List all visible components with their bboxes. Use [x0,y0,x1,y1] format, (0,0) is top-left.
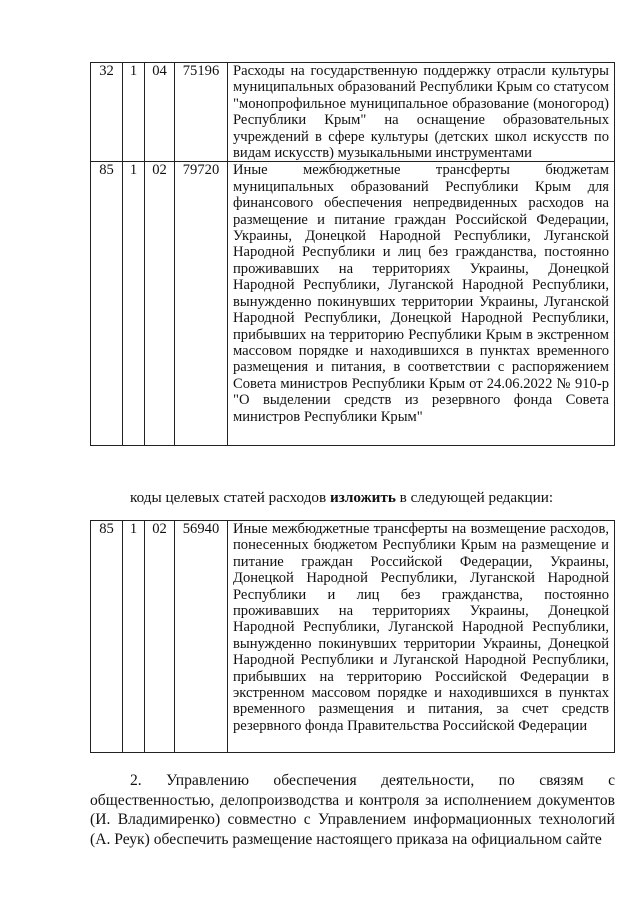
description-cell: Иные межбюджетные трансферты на возмещение расходов, понесенных бюджетом Республики Крым на размещение и питание граждан Российской Федерации, Украины, Донецкой Народной Республики, Луганской Народной Республики и лиц без гражданства, постоянно проживавших на территориях Украины, Донецкой Народной Республики, Луганской Народной Республики, вынужденно покинувших территории Украины, Донецкой Народной Республики и Луганской Народной Республики, прибывших на территорию Российской Федерации в экстренном массовом порядке и находившихся в пунктах временного размещения и питания, за счет средств резервного фонда Правительства Российской Федерации [228,521,615,753]
budget-codes-table-new [90,520,615,753]
code-cell: 02 [145,521,175,753]
table-row [91,63,615,162]
code-cell: 56940 [175,521,228,753]
code-cell: 1 [123,162,145,446]
code-cell: 75196 [175,63,228,162]
code-cell: 32 [91,63,123,162]
code-cell: 85 [91,521,123,753]
code-cell: 85 [91,162,123,446]
code-cell: 04 [145,63,175,162]
code-cell: 1 [123,63,145,162]
code-cell: 1 [123,521,145,753]
table-row [91,162,615,446]
intro-text-after: в следующей редакции: [395,489,554,506]
code-cell: 02 [145,162,175,446]
table-row [91,521,615,753]
intro-text-bold: изложить [330,489,396,506]
description-cell: Расходы на государственную поддержку отрасли культуры муниципальных образований Республики Крым со статусом "монопрофильное муниципальное образование (моногород) Республики Крым" на оснащение образовательных учреждений в сфере культуры (детских школ искусств по видам искусств) музыкальными инструментами [228,63,615,162]
paragraph-2 [90,771,615,849]
budget-codes-table-old [90,62,615,446]
paragraph-2-text: 2. Управлению обеспечения деятельности, по связям с общественностью, делопроизводства и контроля за исполнением документов (И. Владимиренко) совместно с Управлением информационных технологий (А. Реук) обеспечить размещение настоящего приказа на официальном сайте [90,772,615,848]
intro-text-before: коды целевых статей расходов [130,489,330,506]
code-cell: 79720 [175,162,228,446]
intro-line [130,489,620,507]
description-cell: Иные межбюджетные трансферты бюджетам муниципальных образований Республики Крым для финансового обеспечения непредвиденных расходов на размещение и питание граждан Российской Федерации, Украины, Донецкой Народной Республики, Луганской Народной Республики и лиц без гражданства, постоянно проживавших на территориях Украины, Донецкой Народной Республики, Луганской Народной Республики, вынужденно покинувших территории Украины, Луганской Народной Республики, Донецкой Народной Республики, прибывших на территорию Республики Крым в экстренном массовом порядке и находившихся в пунктах временного размещения и питания, в соответствии с распоряжением Совета министров Республики Крым от 24.06.2022 № 910-р "О выделении средств из резервного фонда Совета министров Республики Крым" [228,162,615,446]
